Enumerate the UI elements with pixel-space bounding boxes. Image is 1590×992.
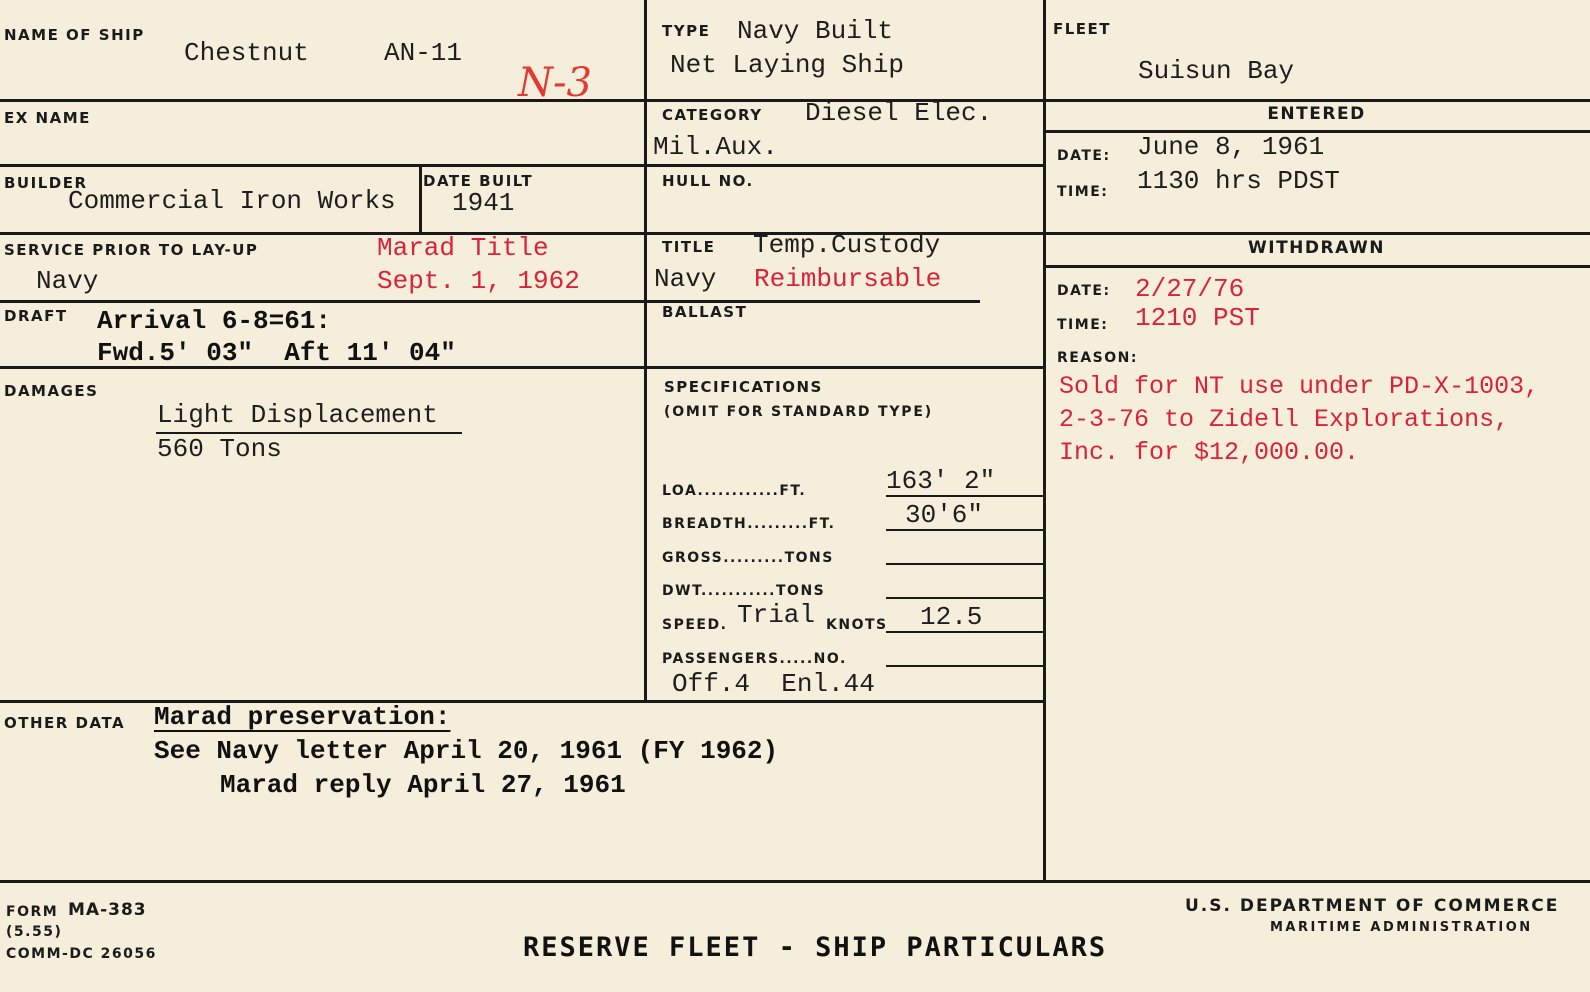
withdrawn-reason-line2: 2-3-76 to Zidell Explorations,	[1059, 405, 1510, 434]
form-date: (5.55)	[6, 924, 63, 940]
withdrawn-date: 2/27/76	[1135, 274, 1245, 304]
row-line-withdrawn	[1043, 265, 1590, 268]
ex-name-label: EX NAME	[4, 109, 91, 127]
title-line2-black: Navy	[654, 264, 717, 294]
date-built-label: DATE BUILT	[423, 172, 534, 190]
form-number: MA-383	[68, 900, 147, 920]
type-line1: Navy Built	[737, 16, 894, 46]
builder-label: BUILDER	[4, 174, 88, 192]
category-line2: Mil.Aux.	[653, 132, 778, 162]
fleet-label: FLEET	[1053, 20, 1112, 38]
draft-label: DRAFT	[4, 307, 68, 325]
form-label: FORM	[6, 904, 59, 920]
other-data-line2: See Navy letter April 20, 1961 (FY 1962)	[154, 736, 779, 766]
department-line1: U.S. DEPARTMENT OF COMMERCE	[1185, 896, 1560, 916]
hull-no-label: HULL NO.	[662, 172, 754, 190]
form-title: RESERVE FLEET - SHIP PARTICULARS	[523, 932, 1108, 963]
entered-date-label: DATE:	[1057, 148, 1111, 164]
service-red-line2: Sept. 1, 1962	[377, 266, 580, 296]
ship-name: Chestnut	[184, 38, 309, 68]
service-label: SERVICE PRIOR TO LAY-UP	[4, 241, 259, 259]
withdrawn-time-label: TIME:	[1057, 317, 1109, 333]
date-built-value: 1941	[452, 188, 515, 218]
row-line-2	[0, 164, 1044, 167]
service-value: Navy	[36, 266, 99, 296]
hull-designation: AN-11	[384, 38, 463, 68]
specifications-label: SPECIFICATIONS	[664, 378, 823, 396]
spec-underline-gross	[886, 563, 1044, 565]
category-label: CATEGORY	[662, 106, 763, 124]
divider-col1	[644, 0, 647, 702]
row-line-footer	[0, 880, 1590, 883]
draft-line2: Fwd.5' 03" Aft 11' 04"	[97, 338, 456, 368]
spec-speed-knots-label: KNOTS	[826, 617, 888, 633]
entered-date: June 8, 1961	[1137, 132, 1325, 162]
spec-underline-dwt	[886, 597, 1044, 599]
withdrawn-heading: WITHDRAWN	[1248, 238, 1385, 258]
fleet-value: Suisun Bay	[1138, 56, 1295, 86]
comm-number: COMM-DC 26056	[6, 946, 157, 962]
ballast-label: BALLAST	[662, 303, 748, 321]
spec-speed-label: SPEED.	[662, 617, 728, 633]
entered-time: 1130 hrs PDST	[1137, 166, 1340, 196]
draft-line1: Arrival 6-8=61:	[97, 306, 332, 336]
handwritten-mark: N-3	[518, 60, 592, 106]
damages-line2: 560 Tons	[157, 434, 282, 464]
spec-loa-label: LOA............FT.	[662, 483, 807, 499]
withdrawn-date-label: DATE:	[1057, 283, 1111, 299]
withdrawn-reason-line1: Sold for NT use under PD-X-1003,	[1059, 372, 1540, 401]
row-line-4	[0, 300, 980, 303]
type-line2: Net Laying Ship	[670, 50, 905, 80]
department-line2: MARITIME ADMINISTRATION	[1270, 920, 1533, 935]
divider-builder	[419, 166, 422, 234]
spec-underline-passengers	[886, 665, 1044, 667]
title-value: Temp.Custody	[753, 230, 941, 260]
title-line2-red: Reimbursable	[754, 264, 942, 294]
builder-value: Commercial Iron Works	[68, 186, 396, 216]
spec-loa-value: 163' 2"	[886, 466, 996, 496]
other-data-line1: Marad preservation:	[154, 702, 451, 732]
specifications-sublabel: (OMIT FOR STANDARD TYPE)	[664, 404, 933, 420]
withdrawn-time: 1210 PST	[1135, 303, 1260, 333]
withdrawn-reason-label: REASON:	[1057, 350, 1138, 366]
spec-speed-value: 12.5	[920, 602, 983, 632]
other-data-line3: Marad reply April 27, 1961	[220, 770, 626, 800]
other-data-label: OTHER DATA	[4, 714, 126, 732]
entered-heading: ENTERED	[1267, 104, 1366, 124]
spec-speed-trial: Trial	[737, 600, 816, 630]
spec-breadth-label: BREADTH.........FT.	[662, 516, 836, 532]
spec-passengers-value: Off.4 Enl.44	[672, 669, 875, 699]
spec-dwt-label: DWT...........TONS	[662, 583, 826, 599]
category-line1: Diesel Elec.	[805, 98, 993, 128]
withdrawn-reason-line3: Inc. for $12,000.00.	[1059, 438, 1360, 467]
spec-gross-label: GROSS.........TONS	[662, 550, 834, 566]
row-line-1	[0, 99, 1590, 102]
name-of-ship-label: NAME OF SHIP	[4, 26, 145, 44]
type-label: TYPE	[662, 22, 711, 40]
title-label: TITLE	[662, 238, 716, 256]
spec-passengers-label: PASSENGERS.....NO.	[662, 651, 847, 667]
spec-breadth-value: 30'6"	[905, 500, 984, 530]
damages-label: DAMAGES	[4, 382, 99, 400]
service-red-line1: Marad Title	[377, 233, 549, 263]
entered-time-label: TIME:	[1057, 184, 1109, 200]
damages-line1: Light Displacement	[157, 400, 438, 430]
